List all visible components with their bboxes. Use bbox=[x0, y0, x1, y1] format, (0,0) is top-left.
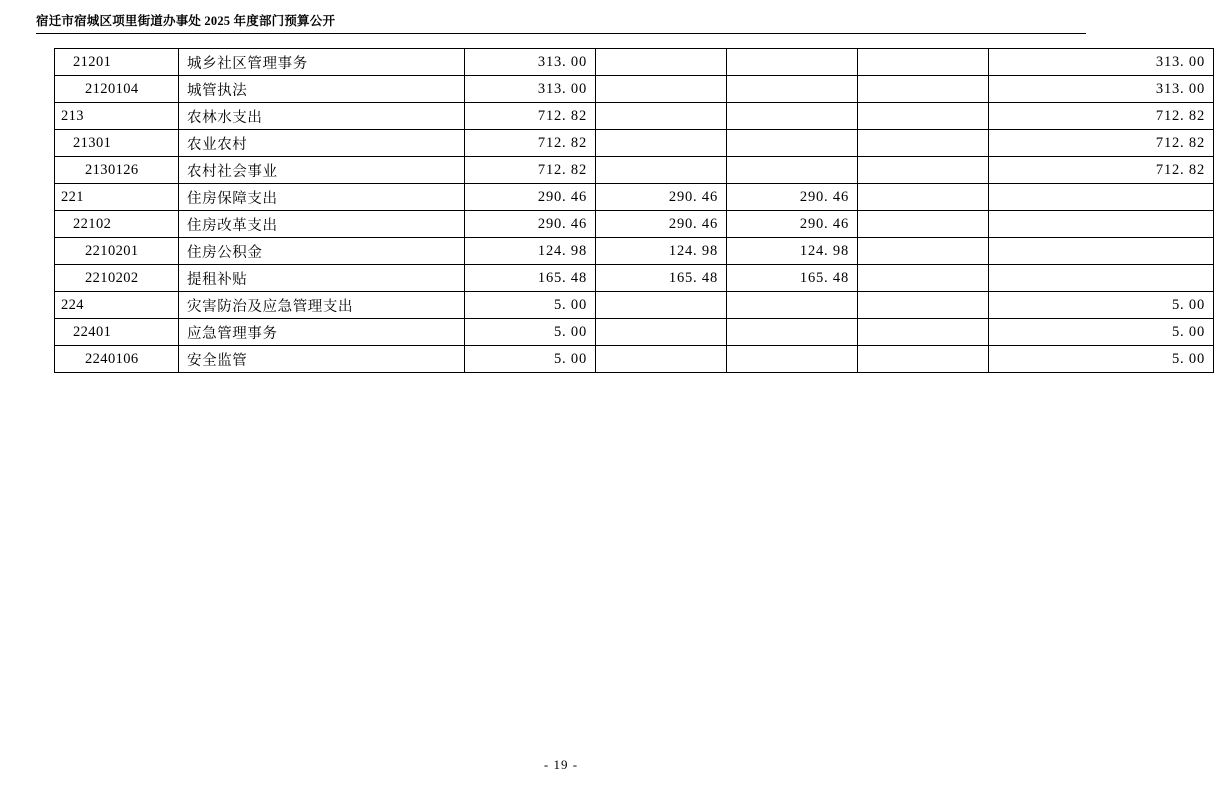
cell-amount-c2: 290. 46 bbox=[596, 211, 727, 238]
cell-amount-c3 bbox=[727, 130, 858, 157]
cell-amount-c3 bbox=[727, 157, 858, 184]
cell-amount-c1: 290. 46 bbox=[465, 184, 596, 211]
cell-code: 213 bbox=[55, 103, 179, 130]
cell-amount-c1: 5. 00 bbox=[465, 319, 596, 346]
cell-amount-c2 bbox=[596, 319, 727, 346]
cell-amount-c1: 712. 82 bbox=[465, 157, 596, 184]
cell-amount-c3: 290. 46 bbox=[727, 211, 858, 238]
table-row bbox=[55, 49, 1214, 76]
cell-code: 2240106 bbox=[55, 346, 179, 373]
cell-amount-c5: 712. 82 bbox=[989, 103, 1214, 130]
cell-item-name: 住房保障支出 bbox=[179, 184, 465, 211]
cell-amount-c1: 313. 00 bbox=[465, 49, 596, 76]
cell-item-name: 农村社会事业 bbox=[179, 157, 465, 184]
cell-amount-c1: 5. 00 bbox=[465, 292, 596, 319]
cell-amount-c4 bbox=[858, 103, 989, 130]
cell-amount-c3 bbox=[727, 292, 858, 319]
table-row bbox=[55, 76, 1214, 103]
cell-amount-c3 bbox=[727, 49, 858, 76]
cell-amount-c4 bbox=[858, 346, 989, 373]
cell-amount-c2 bbox=[596, 49, 727, 76]
cell-amount-c1: 290. 46 bbox=[465, 211, 596, 238]
cell-amount-c4 bbox=[858, 319, 989, 346]
cell-amount-c2 bbox=[596, 157, 727, 184]
cell-amount-c5 bbox=[989, 238, 1214, 265]
cell-code: 21201 bbox=[55, 49, 179, 76]
cell-amount-c2 bbox=[596, 292, 727, 319]
table-row bbox=[55, 211, 1214, 238]
cell-amount-c2 bbox=[596, 346, 727, 373]
cell-code: 2130126 bbox=[55, 157, 179, 184]
cell-amount-c2 bbox=[596, 103, 727, 130]
cell-amount-c5: 5. 00 bbox=[989, 346, 1214, 373]
budget-table bbox=[54, 48, 1214, 373]
cell-code: 21301 bbox=[55, 130, 179, 157]
cell-amount-c5: 313. 00 bbox=[989, 76, 1214, 103]
page-header-title: 宿迁市宿城区项里街道办事处 2025 年度部门预算公开 bbox=[36, 14, 336, 28]
cell-item-name: 住房改革支出 bbox=[179, 211, 465, 238]
cell-amount-c5 bbox=[989, 211, 1214, 238]
cell-code: 22401 bbox=[55, 319, 179, 346]
cell-code: 221 bbox=[55, 184, 179, 211]
cell-amount-c5: 712. 82 bbox=[989, 157, 1214, 184]
table-row bbox=[55, 157, 1214, 184]
cell-amount-c4 bbox=[858, 211, 989, 238]
cell-amount-c4 bbox=[858, 292, 989, 319]
cell-amount-c3 bbox=[727, 346, 858, 373]
cell-item-name: 安全监管 bbox=[179, 346, 465, 373]
cell-amount-c5 bbox=[989, 184, 1214, 211]
cell-amount-c3 bbox=[727, 319, 858, 346]
table-row bbox=[55, 184, 1214, 211]
cell-amount-c1: 712. 82 bbox=[465, 130, 596, 157]
cell-amount-c3 bbox=[727, 103, 858, 130]
budget-table-container bbox=[54, 48, 1205, 373]
cell-item-name: 应急管理事务 bbox=[179, 319, 465, 346]
cell-code: 22102 bbox=[55, 211, 179, 238]
cell-amount-c5 bbox=[989, 265, 1214, 292]
cell-item-name: 提租补贴 bbox=[179, 265, 465, 292]
table-row bbox=[55, 103, 1214, 130]
cell-item-name: 住房公积金 bbox=[179, 238, 465, 265]
table-row bbox=[55, 346, 1214, 373]
table-row bbox=[55, 319, 1214, 346]
cell-amount-c5: 5. 00 bbox=[989, 292, 1214, 319]
cell-amount-c2: 290. 46 bbox=[596, 184, 727, 211]
cell-amount-c4 bbox=[858, 157, 989, 184]
cell-amount-c4 bbox=[858, 76, 989, 103]
cell-code: 2210202 bbox=[55, 265, 179, 292]
cell-amount-c1: 313. 00 bbox=[465, 76, 596, 103]
cell-amount-c1: 712. 82 bbox=[465, 103, 596, 130]
cell-item-name: 农业农村 bbox=[179, 130, 465, 157]
cell-amount-c5: 712. 82 bbox=[989, 130, 1214, 157]
cell-amount-c3: 165. 48 bbox=[727, 265, 858, 292]
cell-amount-c2 bbox=[596, 130, 727, 157]
cell-code: 2120104 bbox=[55, 76, 179, 103]
cell-amount-c1: 124. 98 bbox=[465, 238, 596, 265]
cell-amount-c4 bbox=[858, 265, 989, 292]
cell-amount-c3: 124. 98 bbox=[727, 238, 858, 265]
table-row bbox=[55, 265, 1214, 292]
cell-item-name: 农林水支出 bbox=[179, 103, 465, 130]
cell-amount-c5: 313. 00 bbox=[989, 49, 1214, 76]
cell-amount-c4 bbox=[858, 130, 989, 157]
cell-amount-c2: 165. 48 bbox=[596, 265, 727, 292]
cell-code: 2210201 bbox=[55, 238, 179, 265]
cell-amount-c2 bbox=[596, 76, 727, 103]
header-divider bbox=[36, 33, 1086, 34]
table-row bbox=[55, 238, 1214, 265]
cell-item-name: 城管执法 bbox=[179, 76, 465, 103]
cell-amount-c1: 5. 00 bbox=[465, 346, 596, 373]
cell-amount-c4 bbox=[858, 49, 989, 76]
cell-amount-c1: 165. 48 bbox=[465, 265, 596, 292]
cell-amount-c3 bbox=[727, 76, 858, 103]
cell-amount-c4 bbox=[858, 184, 989, 211]
cell-code: 224 bbox=[55, 292, 179, 319]
page-number: - 19 - bbox=[543, 757, 579, 772]
table-row bbox=[55, 292, 1214, 319]
table-row bbox=[55, 130, 1214, 157]
cell-amount-c4 bbox=[858, 238, 989, 265]
cell-amount-c2: 124. 98 bbox=[596, 238, 727, 265]
cell-item-name: 城乡社区管理事务 bbox=[179, 49, 465, 76]
cell-amount-c5: 5. 00 bbox=[989, 319, 1214, 346]
cell-item-name: 灾害防治及应急管理支出 bbox=[179, 292, 465, 319]
cell-amount-c3: 290. 46 bbox=[727, 184, 858, 211]
